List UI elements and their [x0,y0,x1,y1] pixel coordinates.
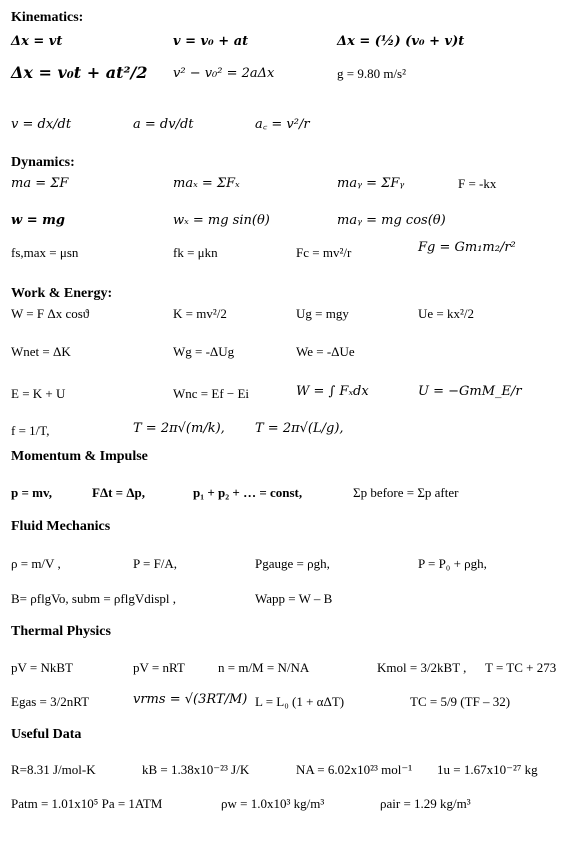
formula: Pgauge = ρgh, [255,556,330,571]
formula: kB = 1.38x10⁻²³ J/K [142,762,250,777]
formula: Δx = (½) (v₀ + v)t [337,34,465,49]
formula: p = mv, [11,485,52,500]
section-kinematics: Kinematics: [11,10,84,25]
formula: g = 9.80 m/s² [337,66,407,81]
formula: R=8.31 J/mol-K [11,762,96,777]
formula: Ug = mgy [296,306,349,321]
formula: P = P₀ + ρgh, [418,556,487,571]
section-useful-data: Useful Data [11,727,82,742]
formula: B= ρflgVo, subm = ρflgVdispl , [11,591,176,606]
section-dynamics: Dynamics: [11,155,75,170]
formula: F = -kx [458,176,497,191]
formula: Wg = -ΔUg [173,344,235,359]
formula: p₁ + p₂ + … = const, [193,485,303,500]
formula: E = K + U [11,386,66,401]
formula: pV = nRT [133,660,185,675]
formula: T = TC + 273 [485,660,557,675]
formula: T = 2π√(L/g), [255,421,344,436]
formula: v² − v₀² = 2aΔx [173,66,275,81]
formula: Σp before = Σp after [353,485,459,500]
formula: FΔt = Δp, [92,485,145,500]
formula: NA = 6.02x10²³ mol⁻¹ [296,762,413,777]
formula: w = mg [11,213,65,228]
formula: W = ∫ Fₓdx [296,384,369,399]
formula: We = -ΔUe [296,344,355,359]
formula: Wnet = ΔK [11,344,71,359]
formula: Fc = mv²/r [296,245,352,260]
formula: maᵧ = mg cos(θ) [337,213,446,228]
formula: a꜀ = v²/r [255,117,310,132]
formula: Egas = 3/2nRT [11,694,90,709]
formula: 1u = 1.67x10⁻²⁷ kg [437,762,538,777]
formula: Fg = Gm₁m₂/r² [418,240,516,255]
formula: vrms = √(3RT/M) [133,692,248,707]
formula: W = F Δx cosϑ [11,306,90,321]
formula: n = m/M = N/NA [218,660,310,675]
formula: Kmol = 3/2kBT , [377,660,467,675]
formula: TC = 5/9 (TF – 32) [410,694,511,709]
formula: maₓ = ΣFₓ [173,176,240,191]
formula: P = F/A, [133,556,178,571]
formula: maᵧ = ΣFᵧ [337,176,405,191]
formula: Ue = kx²/2 [418,306,474,321]
formula: f = 1/T, [11,423,50,438]
formula: fk = μkn [173,245,218,260]
formula: a = dv/dt [133,117,194,132]
formula: K = mv²/2 [173,306,227,321]
formula: ρair = 1.29 kg/m³ [380,796,471,811]
formula: Wapp = W – B [255,591,333,606]
formula: L = L₀ (1 + αΔT) [255,694,345,709]
formula: wₓ = mg sin(θ) [173,213,270,228]
formula: Wnc = Ef − Ei [173,386,250,401]
formula: T = 2π√(m/k), [133,421,225,436]
formula: fs,max = μsn [11,245,79,260]
formula: v = v₀ + at [173,34,249,49]
section-fluid: Fluid Mechanics [11,519,111,534]
formula: v = dx/dt [11,117,72,132]
formula: Δx = vt [11,34,63,49]
formula: ρw = 1.0x10³ kg/m³ [221,796,325,811]
formula: Δx = v₀t + at²/2 [11,63,148,82]
formula: Patm = 1.01x10⁵ Pa = 1ATM [11,796,163,811]
section-work-energy: Work & Energy: [11,286,113,301]
formula: ma = ΣF [11,176,69,191]
formula: pV = NkBT [11,660,73,675]
formula: U = −GmM_E/r [418,384,522,399]
formula: ρ = m/V , [11,556,61,571]
section-momentum: Momentum & Impulse [11,449,148,464]
section-thermal: Thermal Physics [11,624,111,639]
